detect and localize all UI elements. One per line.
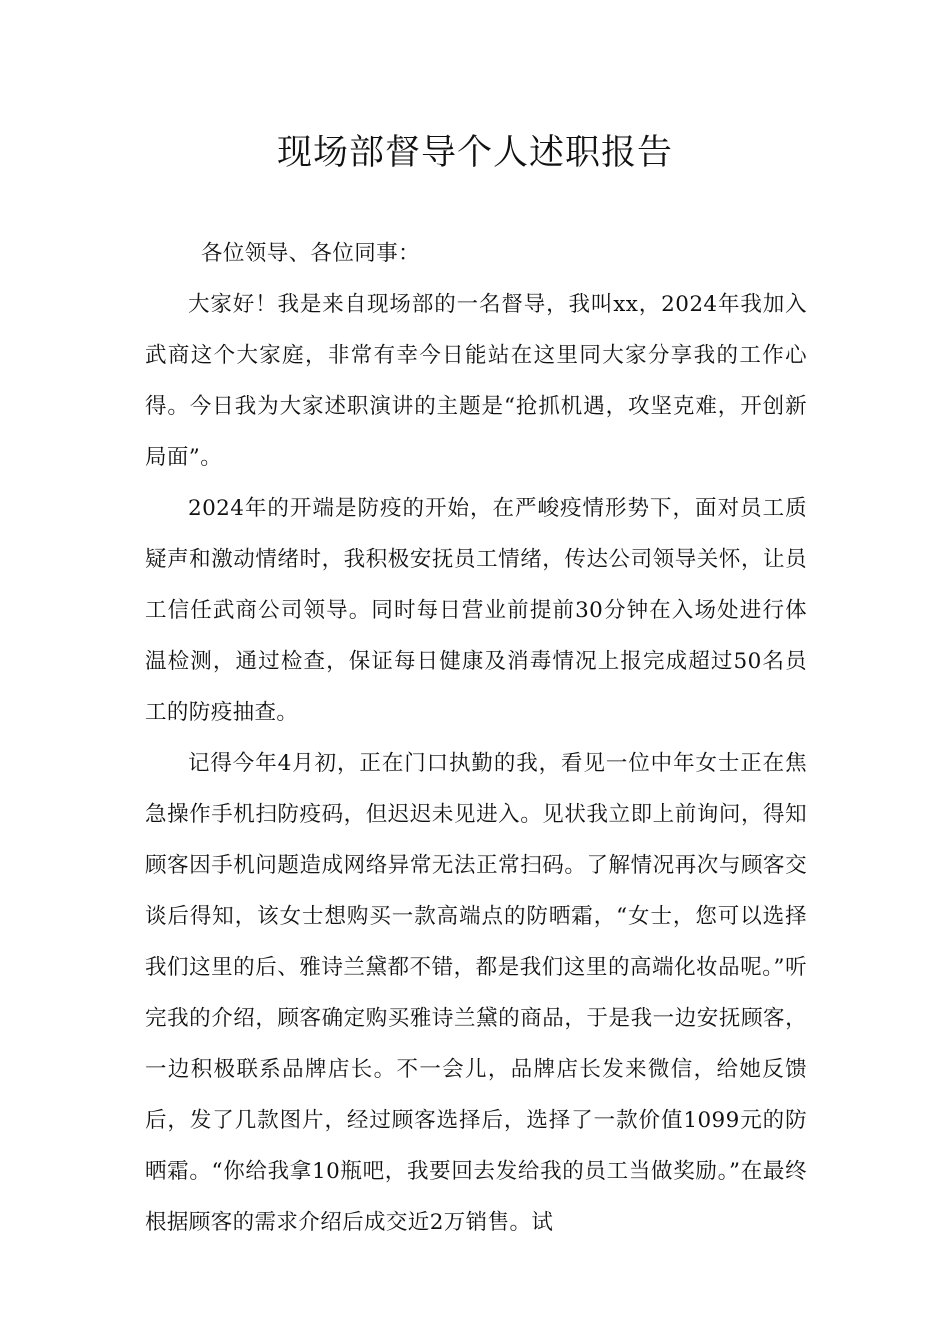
paragraph-customer-story: 记得今年4月初，正在门口执勤的我，看见一位中年女士正在焦急操作手机扫防疫码，但迟迟未见进入。见状我立即上前询问，得知顾客因手机问题造成网络异常无法正常扫码。了解情况再次与顾客交谈后得知，该女士想购买一款高端点的防晒霜，“女士，您可以选择我们这里的后、雅诗兰黛都不错，都是我们这里的高端化妆品呢。”听完我的介绍，顾客确定购买雅诗兰黛的商品，于是我一边安抚顾客，一边积极联系品牌店长。不一会儿，品牌店长发来微信，给她反馈后，发了几款图片，经过顾客选择后，选择了一款价值1099元的防晒霜。“你给我拿10瓶吧，我要回去发给我的员工当做奖励。”在最终根据顾客的需求介绍后成交近2万销售。试 [145, 751, 807, 1235]
document-body [145, 228, 807, 1248]
document-title: 现场部督导个人述职报告 [276, 133, 673, 173]
paragraph-greeting: 各位领导、各位同事： [201, 241, 421, 266]
paragraph-epidemic-prevention: 2024年的开端是防疫的开始，在严峻疫情形势下，面对员工质疑声和激动情绪时，我积极安抚员工情绪，传达公司领导关怀，让员工信任武商公司领导。同时每日营业前提前30分钟在入场处进行体温检测，通过检查，保证每日健康及消毒情况上报完成超过50名员工的防疫抽查。 [145, 496, 807, 725]
paragraph-introduction: 大家好！我是来自现场部的一名督导，我叫xx，2024年我加入武商这个大家庭，非常有幸今日能站在这里同大家分享我的工作心得。今日我为大家述职演讲的主题是“抢抓机遇，攻坚克难，开创新局面”。 [145, 292, 807, 470]
